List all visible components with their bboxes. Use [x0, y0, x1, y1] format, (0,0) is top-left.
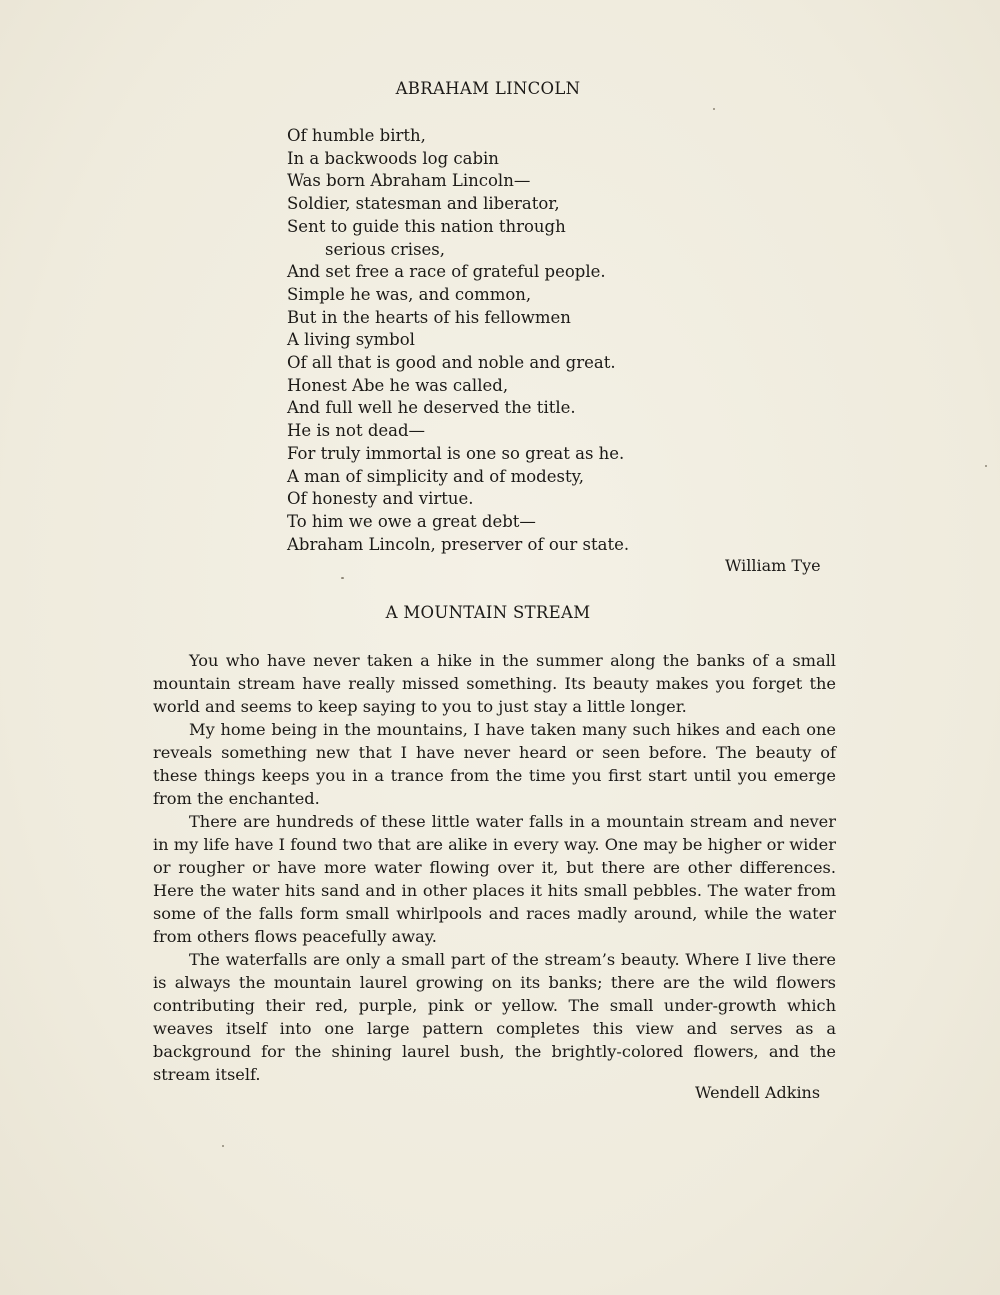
- poem-line: Honest Abe he was called,: [287, 375, 509, 395]
- poem-line: Abraham Lincoln, preserver of our state.: [287, 534, 630, 554]
- paper-speck: [985, 465, 987, 467]
- poem-line: serious crises,: [325, 239, 446, 259]
- poem-author: William Tye: [725, 556, 821, 575]
- poem-body: [287, 125, 629, 556]
- poem-line: He is not dead—: [287, 421, 426, 441]
- paper-speck: [222, 1145, 224, 1147]
- poem-line: For truly immortal is one so great as he.: [287, 443, 625, 463]
- poem-line: Soldier, statesman and liberator,: [287, 194, 560, 214]
- poem-line: A living symbol: [287, 330, 415, 350]
- poem-line: A man of simplicity and of modesty,: [287, 466, 584, 486]
- poem-line: Of humble birth,: [287, 126, 426, 145]
- paper-speck: [713, 108, 715, 110]
- poem-line: Simple he was, and common,: [287, 284, 532, 304]
- essay-paragraph: You who have never taken a hike in the summer along the banks of a small mountain stream have really missed something. Its beauty makes you forget the world and seems to keep saying to you to just stay a little longer.: [153, 651, 836, 716]
- poem-line: And set free a race of grateful people.: [287, 262, 606, 282]
- poem-line: But in the hearts of his fellowmen: [287, 307, 571, 327]
- poem-line: To him we owe a great debt—: [287, 511, 536, 531]
- essay-body: [153, 649, 836, 1086]
- poem-line: And full well he deserved the title.: [287, 398, 576, 418]
- poem-line: Was born Abraham Lincoln—: [287, 171, 531, 191]
- poem-line: Of honesty and virtue.: [287, 489, 474, 509]
- poem-line: In a backwoods log cabin: [287, 148, 499, 168]
- poem-title: ABRAHAM LINCOLN: [395, 79, 581, 98]
- essay-paragraph: My home being in the mountains, I have taken many such hikes and each one reveals something new that I have never heard or seen before. The beauty of these things keeps you in a trance from the time you first start until you emerge from the enchanted.: [153, 720, 836, 808]
- poem-line: Sent to guide this nation through: [287, 216, 566, 236]
- essay-title: A MOUNTAIN STREAM: [385, 603, 591, 622]
- poem-line: Of all that is good and noble and great.: [287, 353, 616, 373]
- essay-paragraph: The waterfalls are only a small part of the stream’s beauty. Where I live there is always the mountain laurel growing on its banks; there are the wild flowers contributing their red, purple, pink or yellow. The small under-growth which weaves itself into one large pattern completes this view and serves as a background for the shining laurel bush, the brightly-colored flowers, and the stream itself.: [153, 950, 836, 1084]
- paper-speck: [341, 577, 344, 579]
- essay-paragraph: There are hundreds of these little water falls in a mountain stream and never in my life have I found two that are alike in every way. One may be higher or wider or rougher or have more water flowing over it, but there are other differences. Here the water hits sand and in other places it hits small pebbles. The water from some of the falls form small whirlpools and races madly around, while the water from others flows peacefully away.: [153, 812, 836, 946]
- essay-author: Wendell Adkins: [695, 1083, 821, 1102]
